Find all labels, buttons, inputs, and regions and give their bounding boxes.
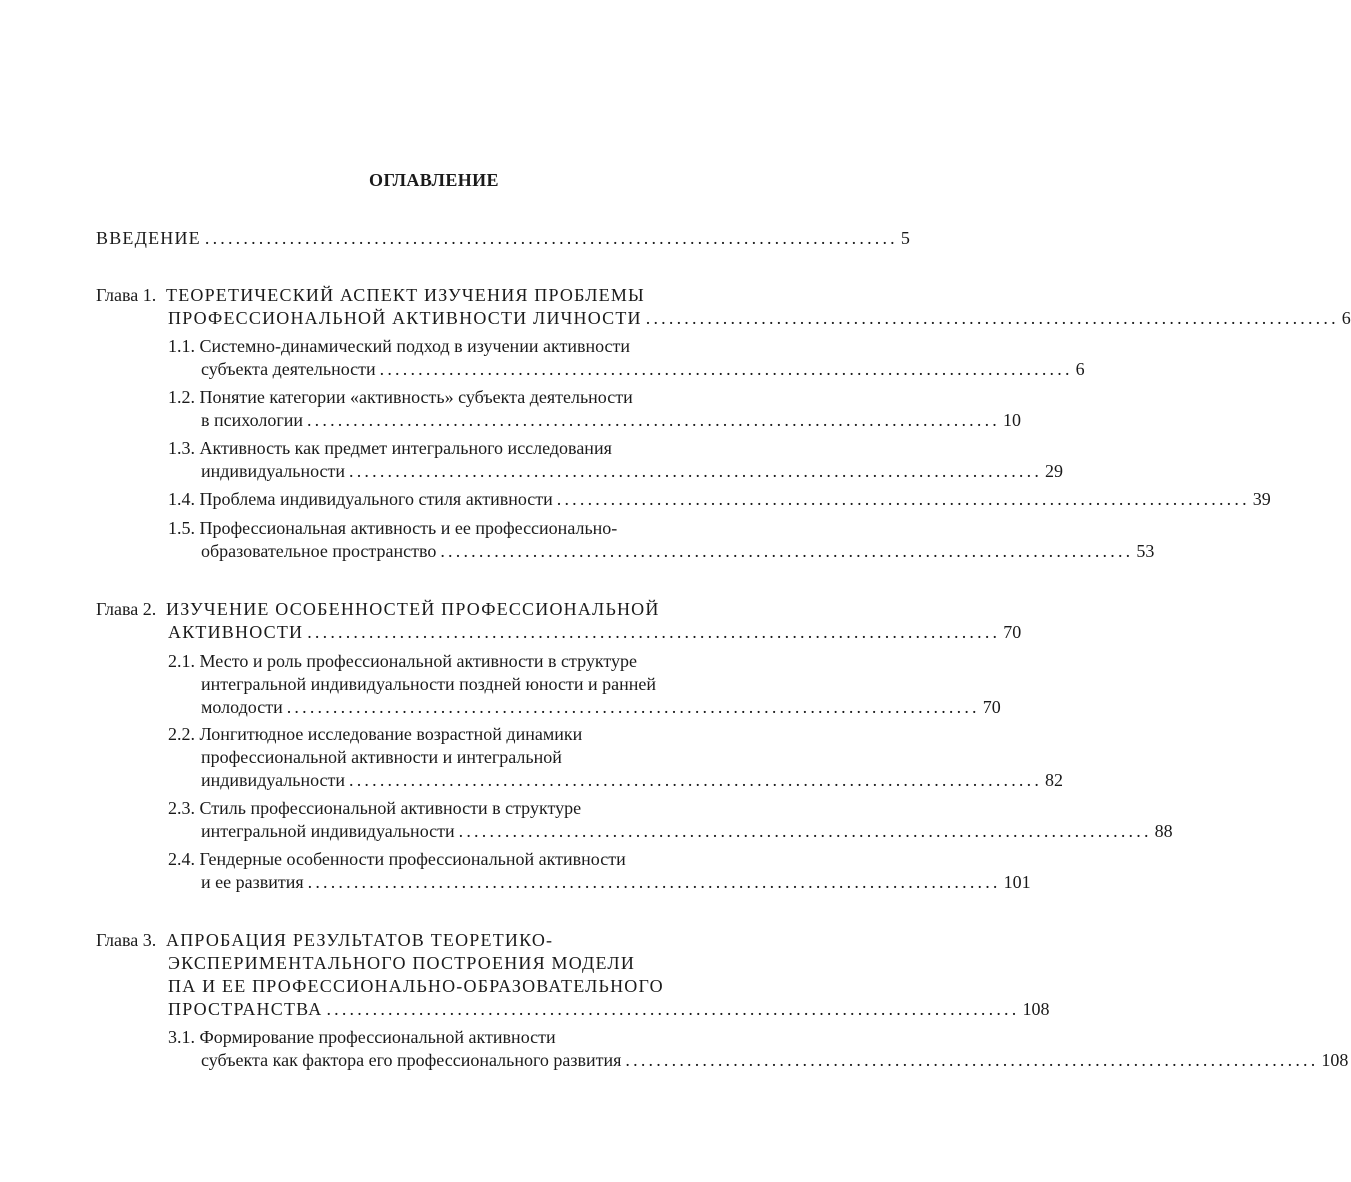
toc-entry-intro[interactable] xyxy=(96,227,910,250)
chapter-1-title-line2: ПРОФЕССИОНАЛЬНОЙ АКТИВНОСТИ ЛИЧНОСТИ xyxy=(168,308,642,328)
dot-leader: .......................................................................................... xyxy=(349,770,1043,790)
dot-leader: .......................................................................................... xyxy=(286,697,980,717)
chapter-2-title-line2: АКТИВНОСТИ xyxy=(168,622,304,642)
dot-leader: .......................................................................................... xyxy=(379,359,1073,379)
chapter-2-prefix: Глава 2. xyxy=(96,599,157,619)
section-3-1-line2: субъекта как фактора его профессионального развития xyxy=(201,1050,622,1070)
chapter-1-prefix: Глава 1. xyxy=(96,285,157,305)
page-number: 82 xyxy=(1045,770,1064,790)
toc-entry-section-1-2[interactable] xyxy=(201,409,1021,432)
dot-leader: .......................................................................................... xyxy=(556,489,1250,509)
toc-entry-section-2-2[interactable] xyxy=(201,769,1064,792)
page-number: 53 xyxy=(1136,541,1155,561)
section-1-3-line1[interactable]: 1.3. Активность как предмет интегрального исследования xyxy=(168,438,612,458)
section-2-2-line2: профессиональной активности и интегральной xyxy=(201,747,562,767)
section-1-5-line2: образовательное пространство xyxy=(201,541,437,561)
toc-entry-section-1-4[interactable] xyxy=(168,488,1271,511)
page-number: 10 xyxy=(1002,410,1021,430)
dot-leader: .......................................................................................... xyxy=(645,308,1339,328)
page-number: 70 xyxy=(1003,622,1022,642)
dot-leader: .......................................................................................... xyxy=(307,622,1001,642)
section-1-1-line2: субъекта деятельности xyxy=(201,359,376,379)
entry-label: ВВЕДЕНИЕ xyxy=(96,228,201,248)
toc-entry-chapter-1[interactable] xyxy=(168,307,1351,330)
page-number: 101 xyxy=(1003,872,1031,892)
toc-entry-section-3-1[interactable] xyxy=(201,1049,1349,1072)
section-1-3-line2: индивидуальности xyxy=(201,461,346,481)
page-number: 39 xyxy=(1252,489,1271,509)
dot-leader: .......................................................................................... xyxy=(458,821,1152,841)
section-1-1-line1[interactable]: 1.1. Системно-динамический подход в изучении активности xyxy=(168,336,631,356)
chapter-2-title-line1[interactable]: ИЗУЧЕНИЕ ОСОБЕННОСТЕЙ ПРОФЕССИОНАЛЬНОЙ xyxy=(166,599,660,619)
toc-entry-chapter-2[interactable] xyxy=(168,621,1022,644)
section-2-4-line1[interactable]: 2.4. Гендерные особенности профессиональной активности xyxy=(168,849,626,869)
section-2-4-line2: и ее развития xyxy=(201,872,304,892)
chapter-3-title-line1[interactable]: АПРОБАЦИЯ РЕЗУЛЬТАТОВ ТЕОРЕТИКО- xyxy=(166,930,554,950)
section-2-2-line3: индивидуальности xyxy=(201,770,346,790)
dot-leader: .......................................................................................... xyxy=(440,541,1134,561)
page-number: 108 xyxy=(1022,999,1050,1019)
section-1-5-line1[interactable]: 1.5. Профессиональная активность и ее профессионально- xyxy=(168,518,618,538)
section-1-2-line1[interactable]: 1.2. Понятие категории «активность» субъекта деятельности xyxy=(168,387,633,407)
section-2-2-line1[interactable]: 2.2. Лонгитюдное исследование возрастной динамики xyxy=(168,724,583,744)
toc-entry-section-2-3[interactable] xyxy=(201,820,1173,843)
dot-leader: .......................................................................................... xyxy=(625,1050,1319,1070)
chapter-3-prefix: Глава 3. xyxy=(96,930,157,950)
toc-entry-section-2-4[interactable] xyxy=(201,871,1031,894)
toc-entry-section-1-1[interactable] xyxy=(201,358,1085,381)
toc-entry-section-1-3[interactable] xyxy=(201,460,1064,483)
toc-entry-chapter-3[interactable] xyxy=(168,998,1050,1021)
chapter-3-title-line3: ПА И ЕЕ ПРОФЕССИОНАЛЬНО-ОБРАЗОВАТЕЛЬНОГО xyxy=(168,976,664,996)
section-2-3-line2: интегральной индивидуальности xyxy=(201,821,455,841)
page-number: 88 xyxy=(1154,821,1173,841)
page-number: 6 xyxy=(1075,359,1085,379)
dot-leader: .......................................................................................... xyxy=(306,410,1000,430)
toc-entry-section-2-1[interactable] xyxy=(201,696,1001,719)
section-1-2-line2: в психологии xyxy=(201,410,303,430)
dot-leader: .......................................................................................... xyxy=(307,872,1001,892)
toc-title: ОГЛАВЛЕНИЕ xyxy=(369,170,499,190)
section-2-3-line1[interactable]: 2.3. Стиль профессиональной активности в структуре xyxy=(168,798,582,818)
chapter-3-title-line4: ПРОСТРАНСТВА xyxy=(168,999,323,1019)
section-3-1-line1[interactable]: 3.1. Формирование профессиональной активности xyxy=(168,1027,556,1047)
dot-leader: .......................................................................................... xyxy=(349,461,1043,481)
section-2-1-line1[interactable]: 2.1. Место и роль профессиональной активности в структуре xyxy=(168,651,638,671)
page-number: 29 xyxy=(1045,461,1064,481)
page-number: 108 xyxy=(1321,1050,1349,1070)
chapter-1-title-line1[interactable]: ТЕОРЕТИЧЕСКИЙ АСПЕКТ ИЗУЧЕНИЯ ПРОБЛЕМЫ xyxy=(166,285,645,305)
section-2-1-line2: интегральной индивидуальности поздней юности и ранней xyxy=(201,674,656,694)
page-number: 70 xyxy=(982,697,1001,717)
section-1-4-line1: 1.4. Проблема индивидуального стиля активности xyxy=(168,489,553,509)
chapter-3-title-line2: ЭКСПЕРИМЕНТАЛЬНОГО ПОСТРОЕНИЯ МОДЕЛИ xyxy=(168,953,636,973)
page-number: 6 xyxy=(1341,308,1351,328)
page-number: 5 xyxy=(900,228,910,248)
section-2-1-line3: молодости xyxy=(201,697,283,717)
dot-leader: .......................................................................................... xyxy=(326,999,1020,1019)
dot-leader: .......................................................................................... xyxy=(204,228,898,248)
toc-entry-section-1-5[interactable] xyxy=(201,540,1155,563)
